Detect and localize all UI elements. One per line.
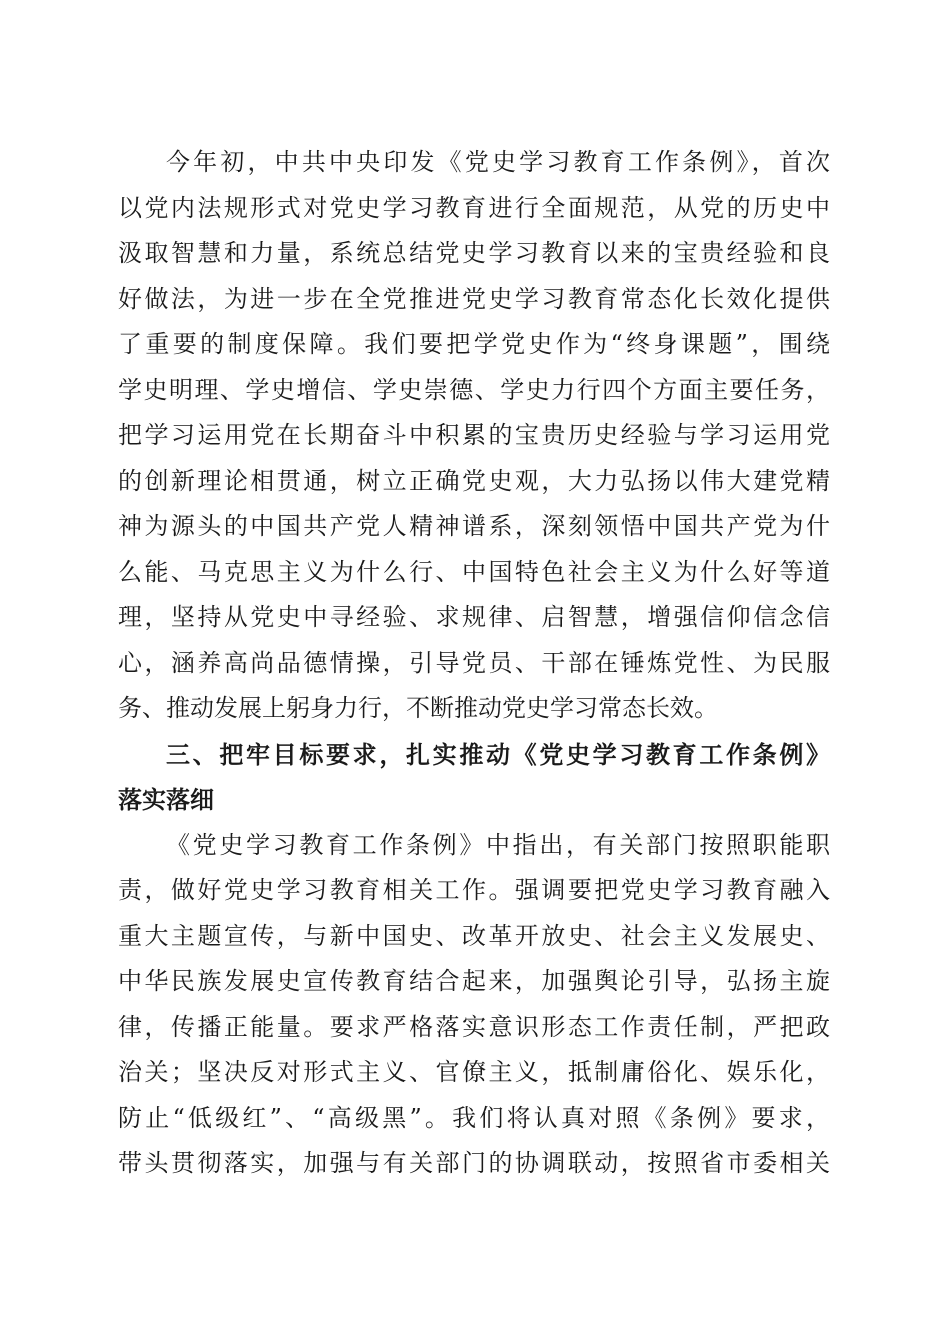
text-line: 带头贯彻落实，加强与有关部门的协调联动，按照省市委相关 [118,1149,830,1177]
text-line: 了重要的制度保障。我们要把学党史作为“终身课题”，围绕 [118,330,830,358]
text-line: 好做法，为进一步在全党推进党史学习教育常态化长效化提供 [118,284,830,313]
paragraph-2 [118,823,830,1187]
text-line: 的创新理论相贯通，树立正确党史观，大力弘扬以伟大建党精 [118,466,830,495]
text-line: 学史明理、学史增信、学史崇德、学史力行四个方面主要任务， [118,375,830,404]
text-line: 汲取智慧和力量，系统总结党史学习教育以来的宝贵经验和良 [118,239,830,267]
text-line: 律，传播正能量。要求严格落实意识形态工作责任制，严把政 [118,1012,830,1041]
text-line: 以党内法规形式对党史学习教育进行全面规范，从党的历史中 [118,193,830,222]
document-page [118,140,830,1187]
text-line: 神为源头的中国共产党人精神谱系，深刻领悟中国共产党为什 [118,512,830,540]
heading-line: 落实落细 [118,785,214,814]
text-line: 中华民族发展史宣传教育结合起来，加强舆论引导，弘扬主旋 [118,967,830,995]
text-line: 把学习运用党在长期奋斗中积累的宝贵历史经验与学习运用党 [118,421,830,449]
text-line: 么能、马克思主义为什么行、中国特色社会主义为什么好等道 [118,557,830,586]
text-line: 重大主题宣传，与新中国史、改革开放史、社会主义发展史、 [118,921,830,950]
text-line: 治关；坚决反对形式主义、官僚主义，抵制庸俗化、娱乐化， [118,1058,830,1086]
text-line: 务、推动发展上躬身力行，不断推动党史学习常态长效。 [118,694,718,722]
text-line: 防止“低级红”、“高级黑”。我们将认真对照《条例》要求， [118,1103,830,1132]
text-line: 责，做好党史学习教育相关工作。强调要把党史学习教育融入 [118,876,830,904]
text-line: 今年初，中共中央印发《党史学习教育工作条例》，首次 [166,148,830,176]
text-line: 理，坚持从党史中寻经验、求规律、启智慧，增强信仰信念信 [118,603,830,631]
text-line: 《党史学习教育工作条例》中指出，有关部门按照职能职 [166,830,830,859]
section-heading [118,732,830,823]
paragraph-1 [118,140,830,732]
text-line: 心，涵养高尚品德情操，引导党员、干部在锤炼党性、为民服 [118,648,830,677]
heading-line: 三、把牢目标要求，扎实推动《党史学习教育工作条例》 [166,739,830,769]
